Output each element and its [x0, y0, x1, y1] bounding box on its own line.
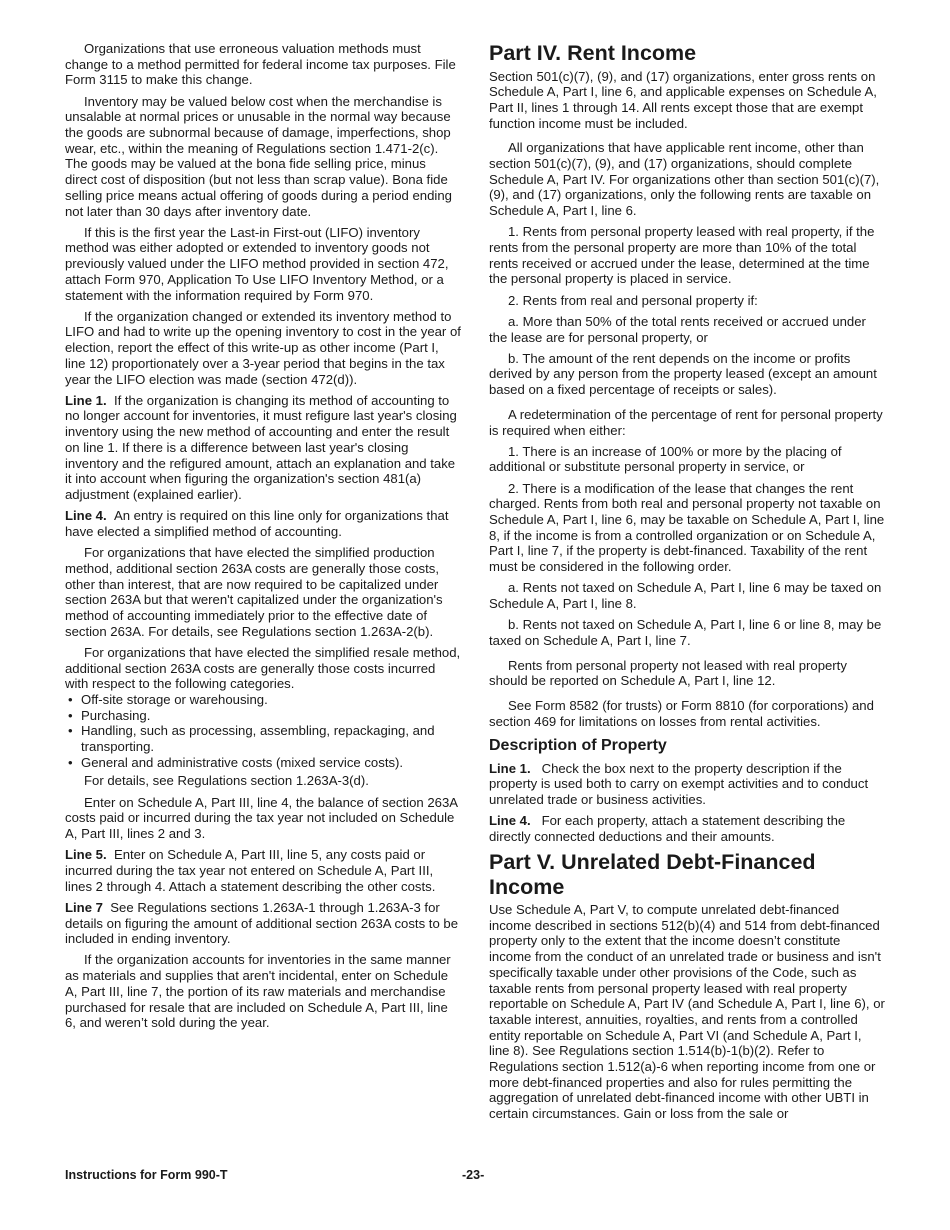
right-column: [489, 41, 885, 1127]
list-item: • Handling, such as processing, assembling, repackaging, and transporting.: [65, 723, 461, 754]
paragraph-debt-financed-income: Use Schedule A, Part V, to compute unrelated debt-financed income described in sections 512(b)(4) and 514 from debt-financed property only to the extent that the income doesn’t constitute income from the conduct of an unrelated trade or business and isn't specifically taxable under other provisions of the Code, such as taxable rents from personal property leased with real property reportable on Schedule A, Part IV (and Schedule A, Part I, line 6), or taxable interest, annuities, royalties, and rents from a controlled entity reportable on Schedule A, Part VI (and Schedule A, Part I, line 8). See Regulations section 1.514(b)-1(b)(2). Refer to Regulations section 1.512(a)-6 when reporting income from one or more debt-financed properties and also for rules permitting the aggregation of unrelated debt-financed income with other UBTI in certain circumstances. Gain or loss from the sale or: [489, 902, 885, 1122]
footer-title: Instructions for Form 990-T: [65, 1168, 228, 1182]
paragraph-rents-more-than-50: a. More than 50% of the total rents received or accrued under the lease are for personal property, or: [489, 313, 866, 345]
paragraph-applicable-rent-income: All organizations that have applicable rent income, other than section 501(c)(7), (9), and (17) organizations, should complete Schedule A, Part IV. For organizations other than section 501(c)(7), (9), and (17) organizations, only the following rents are taxable on Schedule A, Part I, line 6.: [489, 140, 880, 219]
line-7-label: Line 7: [65, 899, 103, 915]
desc-line-4-label: Line 4.: [489, 813, 531, 829]
paragraph-rents-income-profits: b. The amount of the rent depends on the income or profits derived by any person from the property leased (except an amount based on a fixed percentage of receipts or sales).: [489, 350, 877, 398]
page-number: -23-: [462, 1168, 485, 1182]
line-5-label: Line 5.: [65, 847, 107, 863]
paragraph-gross-rents: Section 501(c)(7), (9), and (17) organizations, enter gross rents on Schedule A, Part I, line 6, and applicable expenses on Schedule A, Part II, lines 1 through 14. All rents except those that are exempt function income must be included.: [489, 68, 877, 131]
paragraph-simplified-production: For organizations that have elected the simplified production method, additional section 263A costs are generally those costs, other than interest, that are now required to be capitalized under section 263A but that weren't capitalized under the organization's method of accounting immediately prior to the effective date of section 263A. For details, see Regulations section 1.263A-2(b).: [65, 545, 443, 639]
paragraph-rents-line-8: a. Rents not taxed on Schedule A, Part I, line 6 may be taxed on Schedule A, Part I, line 8.: [489, 580, 882, 612]
paragraph-rents-line-7: b. Rents not taxed on Schedule A, Part I, line 6 or line 8, may be taxed on Schedule A, Part I, line 7.: [489, 617, 882, 648]
paragraph-line-7: [65, 900, 461, 947]
paragraph-desc-line-4: [489, 813, 885, 844]
paragraph-inventory-below-cost: Inventory may be valued below cost when the merchandise is unsalable at normal prices or unusable in the normal way because the goods are subnormal because of damage, imperfections, shop wear, etc., within the meaning of Regulations section 1.471-2(c). The goods may be valued at the bona fide selling price, minus direct cost of disposition (but not less than scrap value). Bona fide selling price means actual offering of goods during a period ending not later than 30 days after inventory date.: [65, 93, 452, 219]
line-4-text: An entry is required on this line only for organizations that have elected a simplified method of accounting.: [65, 508, 449, 539]
line-4-label: Line 4.: [65, 508, 107, 524]
left-column: [65, 41, 461, 1036]
description-of-property-heading: Description of Property: [489, 736, 667, 754]
paragraph-line-5: [65, 847, 461, 894]
paragraph-materials-supplies: If the organization accounts for inventories in the same manner as materials and supplies that aren't incidental, enter on Schedule A, Part III, line 7, the portion of its raw materials and merchandise purchased for resale that are included on Schedule A, Part III, line 6, and weren’t sold during the year.: [65, 952, 451, 1031]
desc-line-1-text: Check the box next to the property description if the property is used both to carry on exempt activities and to conduct unrelated trade or business activities.: [489, 760, 869, 807]
paragraph-line-4: [65, 508, 461, 539]
paragraph-redetermination: A redetermination of the percentage of rent for personal property is required when either:: [489, 406, 883, 438]
paragraph-increase-100: 1. There is an increase of 100% or more by the placing of additional or substitute personal property in service, or: [489, 443, 842, 475]
list-item: • Off-site storage or warehousing.: [65, 692, 461, 708]
paragraph-rents-real-personal: 2. Rents from real and personal property if:: [508, 292, 758, 308]
paragraph-lease-modification: 2. There is a modification of the lease that changes the rent charged. Rents from both real and personal property not taxable on Schedule A, Part I, line 6, may be taxable on Schedule A, Part I, line 8, if the income is from a controlled organization or on Schedule A, Part I, line 7, if the property is debt-financed. Taxability of the rent must be considered in the following order.: [489, 480, 885, 575]
paragraph-desc-line-1: [489, 761, 885, 808]
desc-line-4-text: For each property, attach a statement describing the directly connected deductions and their amounts.: [489, 813, 846, 844]
paragraph-personal-property-line-12: Rents from personal property not leased with real property should be reported on Schedule A, Part I, line 12.: [489, 657, 847, 689]
line-1-label: Line 1.: [65, 392, 107, 408]
list-item: • Purchasing.: [65, 708, 461, 724]
cost-categories-list: [65, 692, 461, 771]
paragraph-lifo-first-year: If this is the first year the Last-in First-out (LIFO) inventory method was either adopted or extended to inventory goods not previously valued under the LIFO method provided in section 472, attach Form 970, Application To Use LIFO Inventory Method, or a statement with the information required by Form 970.: [65, 224, 449, 303]
paragraph-rents-personal-property: 1. Rents from personal property leased with real property, if the rents from the personal property are more than 10% of the total rents received or accrued under the lease, determined at the time the personal property is placed in service.: [489, 224, 875, 287]
line-7-text: See Regulations sections 1.263A-1 through 1.263A-3 for details on figuring the amount of additional section 263A costs to be included in ending inventory.: [65, 899, 459, 947]
part-iv-heading: Part IV. Rent Income: [489, 41, 697, 65]
list-item: • General and administrative costs (mixed service costs).: [65, 755, 461, 771]
paragraph-line-1: [65, 393, 461, 503]
line-1-text: If the organization is changing its method of accounting to no longer account for inventories, it must refigure last year's closing inventory using the new method of accounting and enter the result on line 1. If there is a difference between last year's closing inventory and the refigured amount, attach an explanation and take it into account when figuring the organization's section 481(a) adjustment (explained earlier).: [65, 392, 457, 502]
paragraph-lifo-write-up: If the organization changed or extended its inventory method to LIFO and had to write up the opening inventory to cost in the year of election, report the effect of this write-up as other income (Part I, line 12) proportionately over a 3-year period that begins in the tax year the LIFO election was made (section 472(d)).: [65, 308, 461, 387]
part-v-heading: Part V. Unrelated Debt-Financed Income: [489, 850, 816, 899]
paragraph-part-iii-line-4: Enter on Schedule A, Part III, line 4, the balance of section 263A costs paid or incurred during the tax year not included on Schedule A, Part III, lines 2 and 3.: [65, 794, 458, 842]
paragraph-form-8582: See Form 8582 (for trusts) or Form 8810 (for corporations) and section 469 for limitations on losses from rental activities.: [489, 698, 874, 729]
paragraph-simplified-resale: For organizations that have elected the simplified resale method, additional section 263A costs are generally those costs incurred with respect to the following categories.: [65, 644, 461, 692]
paragraph-valuation-methods: Organizations that use erroneous valuation methods must change to a method permitted for federal income tax purposes. File Form 3115 to make this change.: [65, 41, 456, 88]
paragraph-regulations-details: For details, see Regulations section 1.263A-3(d).: [84, 773, 369, 789]
line-5-text: Enter on Schedule A, Part III, line 5, any costs paid or incurred during the tax year not entered on Schedule A, Part III, lines 2 through 4. Attach a statement describing the other costs.: [65, 847, 436, 894]
desc-line-1-label: Line 1.: [489, 760, 531, 776]
